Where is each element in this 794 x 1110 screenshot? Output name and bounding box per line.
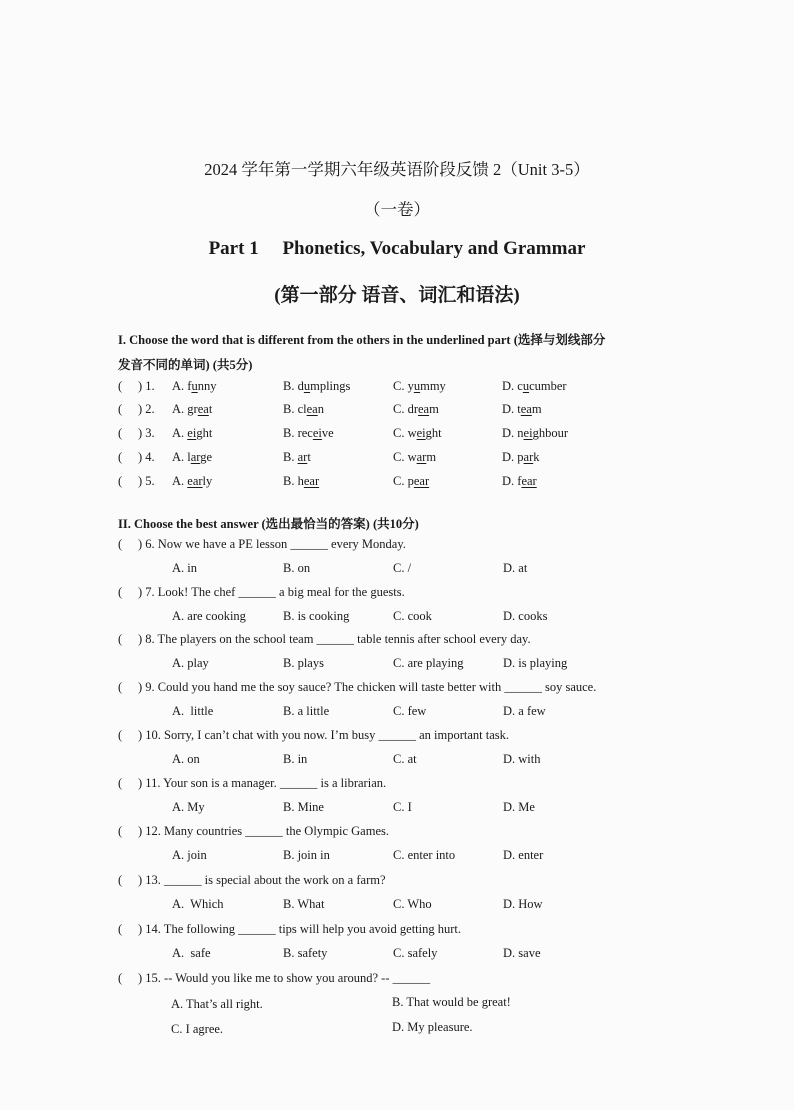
q3-option-b[interactable]: B. receive xyxy=(283,426,334,440)
q1-option-d[interactable]: D. cucumber xyxy=(502,379,567,393)
question-14-stem: ( ) 14. The following ______ tips will help you avoid getting hurt. xyxy=(118,922,462,936)
answer-paren[interactable]: ( ) 5. xyxy=(118,474,155,488)
q10-option-b[interactable]: B. in xyxy=(283,752,308,766)
q3-option-c[interactable]: C. weight xyxy=(393,426,442,440)
answer-paren[interactable]: ( xyxy=(118,776,123,790)
part-title: Part 1 Phonetics, Vocabulary and Grammar xyxy=(208,238,586,259)
q12-option-d[interactable]: D. enter xyxy=(503,848,544,862)
q3-option-d[interactable]: D. neighbour xyxy=(502,426,568,440)
q2-option-d[interactable]: D. team xyxy=(502,402,542,416)
q6-option-a[interactable]: A. in xyxy=(172,561,197,575)
exam-title: 2024 学年第一学期六年级英语阶段反馈 2（Unit 3-5） xyxy=(204,160,590,179)
q3-option-a[interactable]: A. eight xyxy=(172,426,213,440)
q8-option-d[interactable]: D. is playing xyxy=(503,656,568,670)
q4-option-b[interactable]: B. art xyxy=(283,450,311,464)
q14-option-c[interactable]: C. safely xyxy=(393,946,438,960)
q12-option-c[interactable]: C. enter into xyxy=(393,848,456,862)
q10-option-d[interactable]: D. with xyxy=(503,752,541,766)
section-2-heading: II. Choose the best answer (选出最恰当的答案) (共10分) xyxy=(118,517,419,531)
answer-paren[interactable]: ( xyxy=(118,971,123,985)
question-9-stem: ( ) 9. Could you hand me the soy sauce? The chicken will taste better with ______ soy sauce. xyxy=(118,680,597,694)
exam-volume: （一卷） xyxy=(364,200,430,219)
q8-option-b[interactable]: B. plays xyxy=(283,656,324,670)
q13-option-d[interactable]: D. How xyxy=(503,897,543,911)
q6-option-d[interactable]: D. at xyxy=(503,561,528,575)
q6-option-c[interactable]: C. / xyxy=(393,561,412,575)
part-subtitle: (第一部分 语音、词汇和语法) xyxy=(274,285,520,306)
q15-option-c[interactable]: C. I agree. xyxy=(171,1022,224,1036)
q7-option-d[interactable]: D. cooks xyxy=(503,609,548,623)
q11-option-a[interactable]: A. My xyxy=(172,800,205,814)
answer-paren[interactable]: ( ) 3. xyxy=(118,426,155,440)
question-10-stem: ( ) 10. Sorry, I can’t chat with you now. I’m busy ______ an important task. xyxy=(118,728,510,742)
answer-paren[interactable]: ( xyxy=(118,680,123,694)
q1-option-c[interactable]: C. yummy xyxy=(393,379,446,393)
question-13-stem: ( ) 13. ______ is special about the work on a farm? xyxy=(118,873,386,887)
q12-option-a[interactable]: A. join xyxy=(172,848,207,862)
question-11-stem: ( ) 11. Your son is a manager. ______ is a librarian. xyxy=(118,776,387,790)
q5-option-b[interactable]: B. hear xyxy=(283,474,320,488)
answer-paren[interactable]: ( ) 2. xyxy=(118,402,155,416)
q9-option-c[interactable]: C. few xyxy=(393,704,427,718)
answer-paren[interactable]: ( ) 1. xyxy=(118,379,155,393)
q6-option-b[interactable]: B. on xyxy=(283,561,311,575)
q9-option-b[interactable]: B. a little xyxy=(283,704,330,718)
question-7-stem: ( ) 7. Look! The chef ______ a big meal for the guests. xyxy=(118,585,405,599)
question-15-stem: ( ) 15. -- Would you like me to show you around? -- ______ xyxy=(118,971,431,985)
answer-paren[interactable]: ( xyxy=(118,922,123,936)
section-1-heading-line2: 发音不同的单词) (共5分) xyxy=(118,358,253,372)
answer-paren[interactable]: ( xyxy=(118,824,123,838)
q7-option-c[interactable]: C. cook xyxy=(393,609,432,623)
q2-option-b[interactable]: B. clean xyxy=(283,402,324,416)
answer-paren[interactable]: ( xyxy=(118,537,123,551)
q9-option-a[interactable]: A. little xyxy=(172,704,214,718)
q11-option-b[interactable]: B. Mine xyxy=(283,800,324,814)
q7-option-b[interactable]: B. is cooking xyxy=(283,609,350,623)
q8-option-a[interactable]: A. play xyxy=(172,656,209,670)
question-12-stem: ( ) 12. Many countries ______ the Olympic Games. xyxy=(118,824,389,838)
q4-option-c[interactable]: C. warm xyxy=(393,450,437,464)
q8-option-c[interactable]: C. are playing xyxy=(393,656,464,670)
answer-paren[interactable]: ( xyxy=(118,585,123,599)
q14-option-a[interactable]: A. safe xyxy=(172,946,211,960)
q4-option-a[interactable]: A. large xyxy=(172,450,213,464)
q11-option-d[interactable]: D. Me xyxy=(503,800,535,814)
answer-paren[interactable]: ( xyxy=(118,728,123,742)
q5-option-d[interactable]: D. fear xyxy=(502,474,537,488)
section-1-heading-line1: I. Choose the word that is different from the others in the underlined part (选择与划线部分 xyxy=(118,333,606,347)
q14-option-d[interactable]: D. save xyxy=(503,946,541,960)
q10-option-a[interactable]: A. on xyxy=(172,752,200,766)
q5-option-a[interactable]: A. early xyxy=(172,474,213,488)
answer-paren[interactable]: ( xyxy=(118,632,123,646)
q10-option-c[interactable]: C. at xyxy=(393,752,417,766)
answer-paren[interactable]: ( ) 4. xyxy=(118,450,155,464)
q11-option-c[interactable]: C. I xyxy=(393,800,412,814)
q13-option-a[interactable]: A. Which xyxy=(172,897,224,911)
q5-option-c[interactable]: C. pear xyxy=(393,474,430,488)
q15-option-b[interactable]: B. That would be great! xyxy=(392,995,511,1009)
question-6-stem: ( ) 6. Now we have a PE lesson ______ every Monday. xyxy=(118,537,406,551)
question-8-stem: ( ) 8. The players on the school team ______ table tennis after school every day. xyxy=(118,632,531,646)
q13-option-c[interactable]: C. Who xyxy=(393,897,432,911)
q15-option-a[interactable]: A. That’s all right. xyxy=(171,997,263,1011)
q1-option-b[interactable]: B. dumplings xyxy=(283,379,351,393)
q7-option-a[interactable]: A. are cooking xyxy=(172,609,246,623)
q1-option-a[interactable]: A. funny xyxy=(172,379,217,393)
q4-option-d[interactable]: D. park xyxy=(502,450,540,464)
q2-option-c[interactable]: C. dream xyxy=(393,402,439,416)
q14-option-b[interactable]: B. safety xyxy=(283,946,328,960)
q15-option-d[interactable]: D. My pleasure. xyxy=(392,1020,473,1034)
q12-option-b[interactable]: B. join in xyxy=(283,848,330,862)
q2-option-a[interactable]: A. great xyxy=(172,402,213,416)
q9-option-d[interactable]: D. a few xyxy=(503,704,546,718)
answer-paren[interactable]: ( xyxy=(118,873,123,887)
q13-option-b[interactable]: B. What xyxy=(283,897,325,911)
